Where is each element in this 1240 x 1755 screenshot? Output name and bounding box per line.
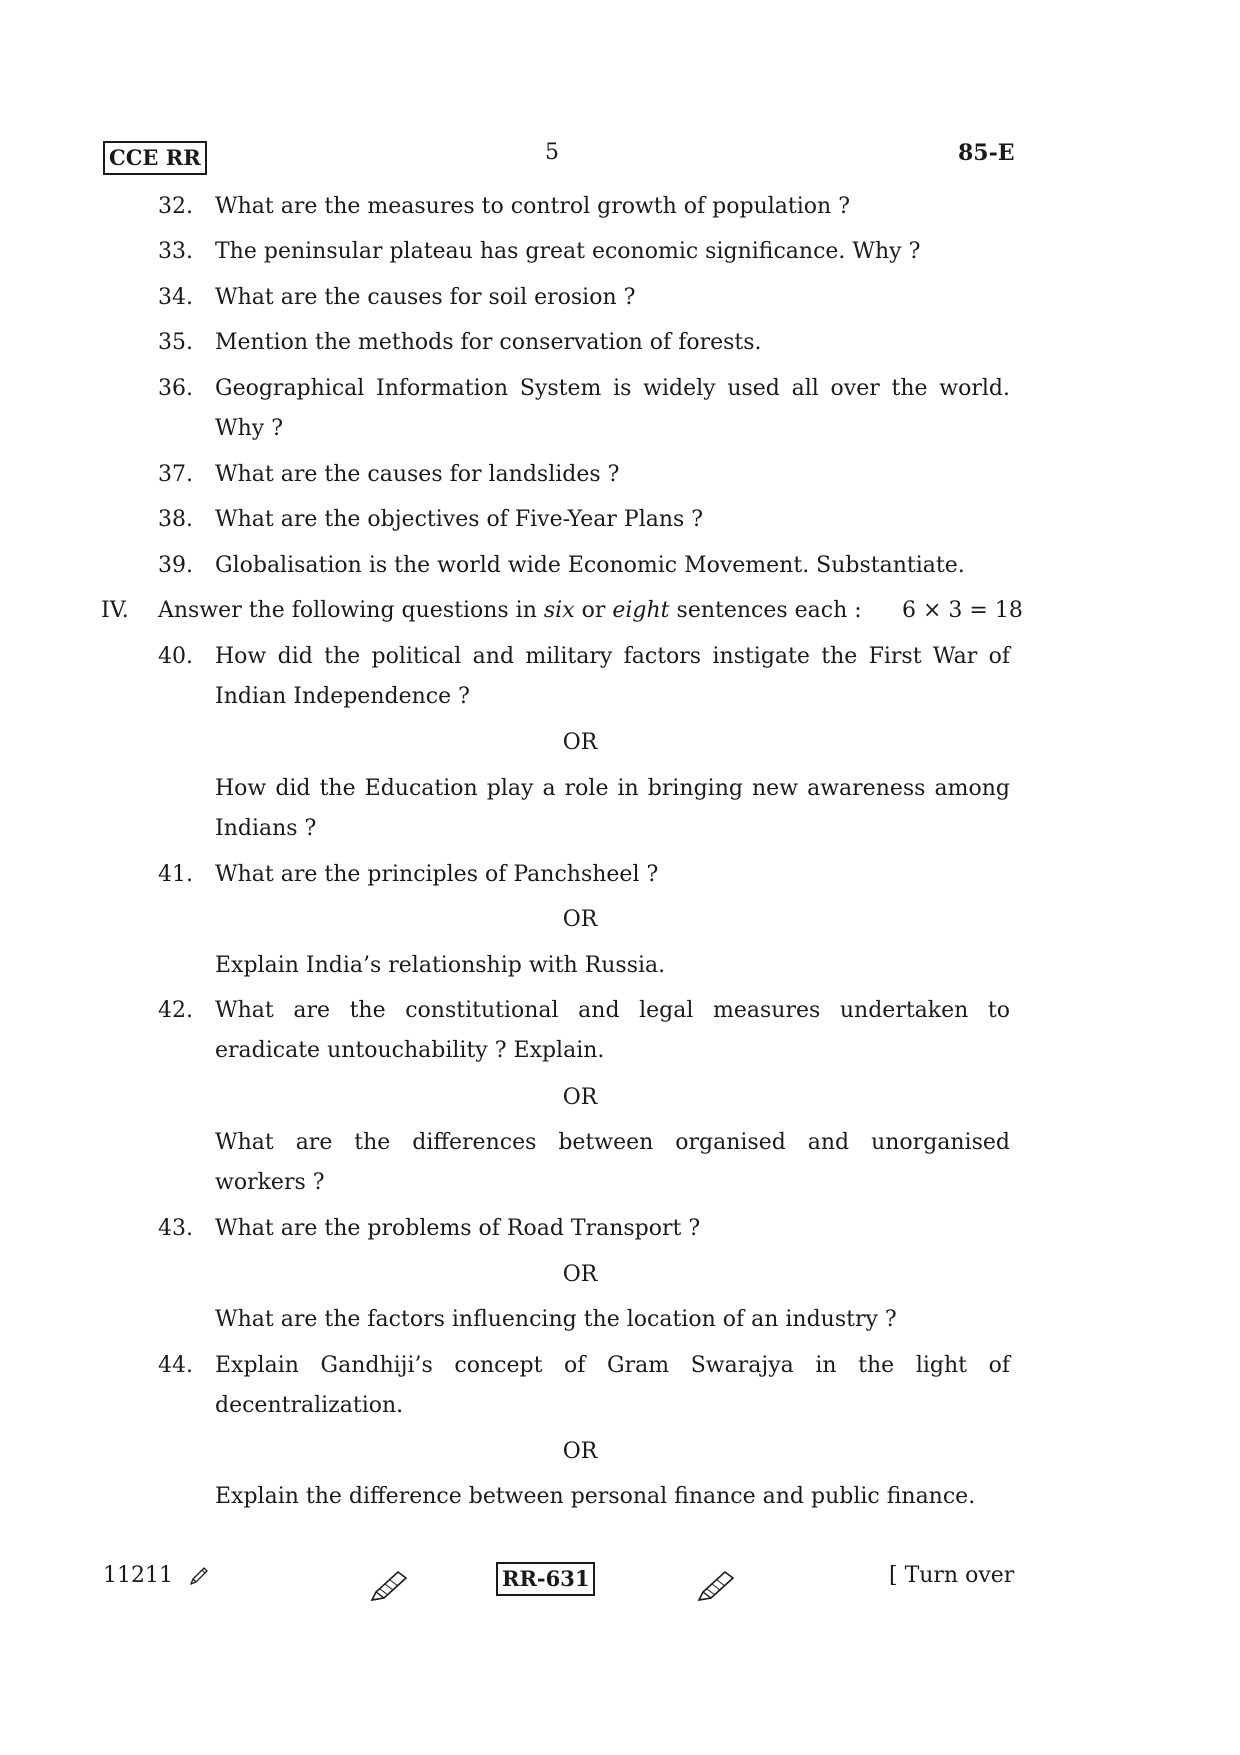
footer-left-code: 11211 (103, 1563, 173, 1588)
question-text: Explain Gandhiji’s concept of Gram Swarajya in the light of (215, 1353, 1010, 1378)
question-text: What are the problems of Road Transport ? (215, 1216, 701, 1241)
question-number: 43. (158, 1216, 193, 1241)
question-text: Globalisation is the world wide Economic Movement. Substantiate. (215, 553, 965, 578)
question-text: How did the political and military factors instigate the First War of (215, 644, 1010, 669)
turn-over-note: [ Turn over (889, 1563, 1015, 1588)
or-separator: OR (562, 1262, 598, 1287)
or-separator: OR (562, 1085, 598, 1110)
header-left-code: CCE RR (103, 141, 207, 175)
question-text: Explain the difference between personal finance and public finance. (215, 1484, 976, 1509)
instruction-text: sentences each : (669, 598, 862, 623)
question-number: 42. (158, 998, 193, 1023)
instruction-text: Answer the following questions in (158, 598, 544, 623)
question-number: 36. (158, 376, 193, 401)
header-right-code: 85-E (958, 140, 1015, 166)
question-number: 41. (158, 862, 193, 887)
question-number: 44. (158, 1353, 193, 1378)
question-text: Mention the methods for conservation of forests. (215, 330, 762, 355)
section-marks: 6 × 3 = 18 (902, 598, 1023, 623)
question-number: 38. (158, 507, 193, 532)
page-number: 5 (545, 140, 559, 165)
question-text: Indian Independence ? (215, 684, 470, 709)
pen-icon (368, 1568, 412, 1604)
question-text: Why ? (215, 416, 283, 441)
question-number: 34. (158, 285, 193, 310)
section-number: IV. (101, 598, 129, 623)
question-text: What are the causes for landslides ? (215, 462, 620, 487)
instruction-text: or (574, 598, 613, 623)
question-text: The peninsular plateau has great economic significance. Why ? (215, 239, 921, 264)
pen-icon (188, 1565, 210, 1587)
question-text: workers ? (215, 1170, 325, 1195)
question-text: What are the principles of Panchsheel ? (215, 862, 659, 887)
question-text: decentralization. (215, 1393, 404, 1418)
question-text: What are the objectives of Five-Year Plans ? (215, 507, 704, 532)
question-number: 32. (158, 194, 193, 219)
instruction-emphasis: six (543, 598, 575, 623)
question-number: 37. (158, 462, 193, 487)
question-text: eradicate untouchability ? Explain. (215, 1038, 605, 1063)
question-text: Explain India’s relationship with Russia. (215, 953, 666, 978)
question-text: Geographical Information System is widely used all over the world. (215, 376, 1010, 401)
pen-icon (695, 1568, 739, 1604)
instruction-emphasis: eight (612, 598, 670, 623)
question-number: 39. (158, 553, 193, 578)
question-text: What are the causes for soil erosion ? (215, 285, 636, 310)
question-number: 33. (158, 239, 193, 264)
question-text: How did the Education play a role in bringing new awareness among (215, 776, 1010, 801)
or-separator: OR (562, 730, 598, 755)
or-separator: OR (562, 907, 598, 932)
question-text: What are the differences between organised and unorganised (215, 1130, 1010, 1155)
question-number: 35. (158, 330, 193, 355)
question-text: Indians ? (215, 816, 317, 841)
section-instruction (158, 597, 862, 625)
question-text: What are the measures to control growth of population ? (215, 194, 850, 219)
question-number: 40. (158, 644, 193, 669)
question-text: What are the factors influencing the location of an industry ? (215, 1307, 897, 1332)
footer-center-code: RR-631 (496, 1562, 595, 1596)
question-text: What are the constitutional and legal measures undertaken to (215, 998, 1010, 1023)
or-separator: OR (562, 1439, 598, 1464)
